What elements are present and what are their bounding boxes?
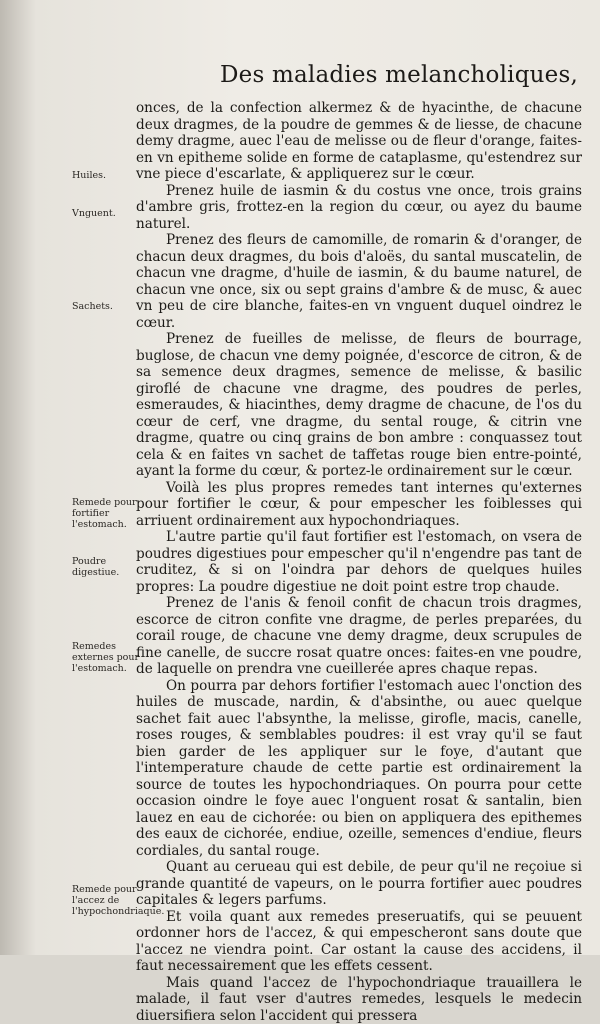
margin-note-remedes-externes: Remedes externes pour l'estomach. <box>72 641 140 674</box>
margin-note-accez-hypochondriaque: Remede pour l'accez de l'hypochondriaque. <box>72 884 140 917</box>
running-head: Des maladies melancholiques, <box>220 62 580 88</box>
paragraph-1: onces, de la confection alkermez & de hyacinthe, de chacune deux dragmes, de la poudre de gemmes & de liesse, de chacune demy dragme, auec l'eau de melisse ou de fleur d'orange, faites-en vn epitheme solide en forme de cataplasme, qu'estendrez sur vne piece d'escarlate, & appliquerez sur le cœur. <box>136 100 582 183</box>
margin-note-poudre-digestiue: Poudre digestiue. <box>72 556 140 578</box>
margin-note-vnguent: Vnguent. <box>72 208 140 219</box>
paragraph-6: L'autre partie qu'il faut fortifier est l'estomach, on vsera de poudres digestiues pour empescher qu'il n'engendre pas tant de cruditez, & si on l'oindra par dehors de quelques huiles propres: La poudre digestiue ne doit point estre trop chaude. <box>136 529 582 595</box>
paragraph-11: Mais quand l'accez de l'hypochondriaque trauaillera le malade, il faut vser d'autres remedes, lesquels le medecin diuersifiera selon l'accident qui pressera <box>136 975 582 1024</box>
margin-column <box>0 0 140 955</box>
paragraph-10: Et voila quant aux remedes preseruatifs, qui se peuuent ordonner hors de l'accez, & qui empescheront sans doute que l'accez ne viendra point. Car ostant la cause des accidens, il faut necessairement que les effets cessent. <box>136 909 582 975</box>
paragraph-4: Prenez de fueilles de melisse, de fleurs de bourrage, buglose, de chacun vne demy poignée, d'escorce de citron, & de sa semence deux dragmes, semence de melisse, & basilic giroflé de chacune vne dragme, des poudres de perles, esmeraudes, & hiacinthes, demy dragme de chacune, de l'os du cœur de cerf, vne dragme, du sental rouge, & citrin vne dragme, quatre ou cinq grains de bon ambre : conquassez tout cela & en faites vn sachet de taffetas rouge bien entre-pointé, ayant la forme du cœur, & portez-le ordinairement sur le cœur. <box>136 331 582 480</box>
margin-note-huiles: Huiles. <box>72 170 140 181</box>
margin-note-sachets: Sachets. <box>72 301 140 312</box>
paragraph-7: Prenez de l'anis & fenoil confit de chacun trois dragmes, escorce de citron confite vne dragme, de perles preparées, du corail rouge, de chacune vne demy dragme, deux scrupules de fine canelle, de succre rosat quatre onces: faites-en vne poudre, de laquelle on prendra vne cueillerée apres chaque repas. <box>136 595 582 678</box>
paragraph-8: On pourra par dehors fortifier l'estomach auec l'onction des huiles de muscade, nardin, & d'absinthe, ou auec quelque sachet fait auec l'absynthe, la melisse, girofle, macis, canelle, roses rouges, & semblables poudres: il est vray qu'il se faut bien garder de les appliquer sur le foye, d'autant que l'intemperature chaude de cette partie est ordinairement la source de toutes les hypochondriaques. On pourra pour cette occasion oindre le foye auec l'onguent rosat & santalin, bien lauez en eau de cichorée: ou bien on appliquera des epithemes des eaux de cichorée, endiue, ozeille, semences d'endiue, fleurs cordiales, du santal rouge. <box>136 678 582 860</box>
body-text <box>136 100 582 1024</box>
paragraph-9: Quant au cerueau qui est debile, de peur qu'il ne reçoiue si grande quantité de vapeurs, on le pourra fortifier auec poudres capitales & legers parfums. <box>136 859 582 909</box>
paragraph-2: Prenez huile de iasmin & du costus vne once, trois grains d'ambre gris, frottez-en la region du cœur, ou ayez du baume naturel. <box>136 183 582 233</box>
margin-note-fortifier-estomach: Remede pour fortifier l'estomach. <box>72 497 140 530</box>
paragraph-3: Prenez des fleurs de camomille, de romarin & d'oranger, de chacun deux dragmes, du bois d'aloës, du santal muscatelin, de chacun vne dragme, d'huile de iasmin, & du baume naturel, de chacun vne once, six ou sept grains d'ambre & de musc, & auec vn peu de cire blanche, faites-en vn vnguent duquel oindrez le cœur. <box>136 232 582 331</box>
paragraph-5: Voilà les plus propres remedes tant internes qu'externes pour fortifier le cœur, & pour empescher les foiblesses qui arriuent ordinairement aux hypochondriaques. <box>136 480 582 530</box>
